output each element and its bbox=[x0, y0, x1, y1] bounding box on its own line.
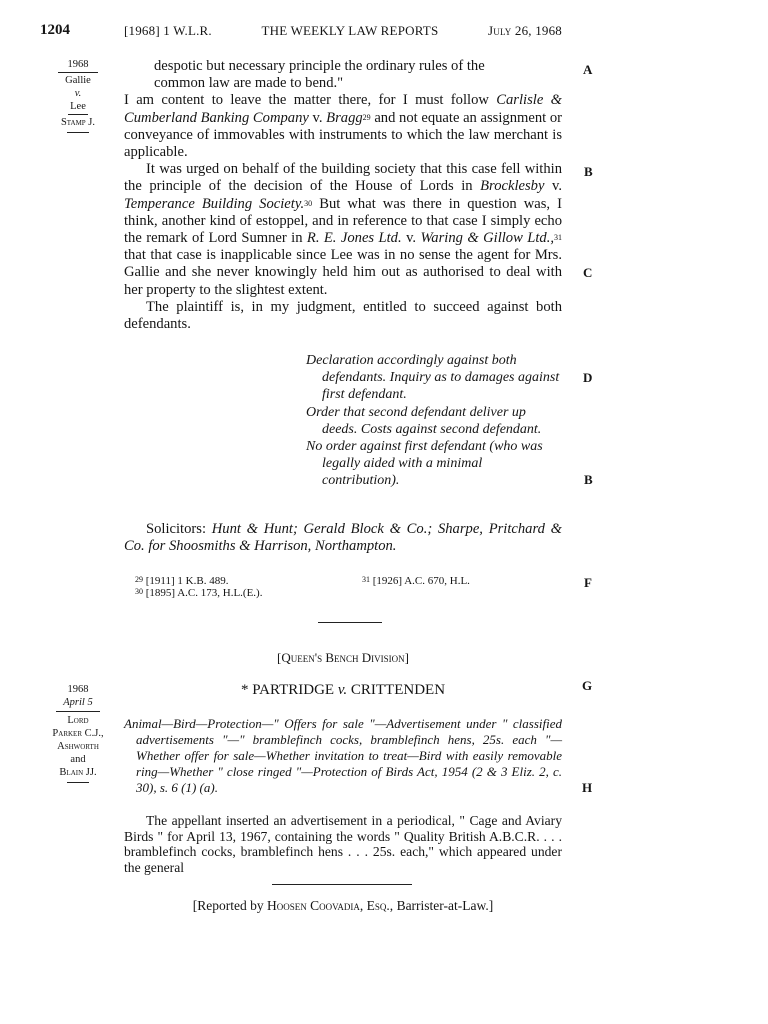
margin-letter-b: B bbox=[584, 164, 593, 179]
para2-text: But what was there in question was, I think, another kind of estoppel, and in reference to that case I simply echo the remark of Lord Sumner in bbox=[124, 195, 562, 247]
paragraph-3: The plaintiff is, in my judgment, entitled to succeed against both defendants. bbox=[124, 298, 562, 333]
case-v: v. bbox=[406, 230, 417, 247]
facts-paragraph bbox=[124, 813, 562, 875]
case-name: Bragg bbox=[326, 109, 363, 126]
footnote-num: 29 bbox=[135, 575, 143, 584]
margin-party1: Gallie bbox=[65, 75, 91, 86]
margin-and: and bbox=[70, 754, 86, 765]
order-item: Declaration accordingly against both defendants. Inquiry as to damages against first defendant. bbox=[306, 353, 560, 403]
headnote bbox=[124, 716, 562, 796]
margin-v: v. bbox=[74, 88, 82, 99]
case-v: v. bbox=[312, 109, 323, 126]
para2-text: that that case is inapplicable since Lee was in no sense the agent for Mrs. Gallie and she never knowingly held him out as authorised to deal with her property to the slightest extent. bbox=[124, 247, 562, 298]
solicitors bbox=[124, 521, 562, 555]
footnote-num: 31 bbox=[362, 575, 370, 584]
section-divider bbox=[318, 622, 382, 623]
margin-rule bbox=[67, 132, 89, 133]
margin-judge: Lord bbox=[67, 715, 89, 726]
reporter-pre: [Reported by bbox=[192, 898, 264, 913]
case-name: R. E. Jones Ltd. bbox=[306, 230, 402, 247]
margin-rule bbox=[58, 72, 98, 73]
division-heading: [Queen's Bench Division] bbox=[277, 650, 409, 665]
reporter-post: Barrister-at-Law.] bbox=[396, 898, 494, 913]
page-number: 1204 bbox=[40, 22, 70, 38]
case-title-party1: * PARTRIDGE bbox=[240, 682, 335, 698]
footnotes-left bbox=[135, 575, 335, 599]
case-name: Waring & Gillow Ltd., bbox=[420, 230, 555, 247]
margin-judge: Stamp J. bbox=[60, 117, 96, 128]
margin-note-case bbox=[44, 58, 112, 136]
case-v: v. bbox=[551, 178, 562, 195]
header-title: THE WEEKLY LAW REPORTS bbox=[261, 23, 439, 38]
footnote-num: 30 bbox=[135, 587, 143, 596]
solicitors-label: Solicitors: bbox=[146, 521, 206, 537]
quote-line-1: despotic but necessary principle the ordinary rules of the bbox=[154, 58, 485, 74]
margin-year: 1968 bbox=[67, 59, 89, 70]
margin-date: April 5 bbox=[63, 697, 93, 708]
footnote-30: [1895] A.C. 173, H.L.(E.). bbox=[145, 587, 263, 599]
para1-text: and not equate an assignment or conveyance of immovables with instruments to which the law merchant is applicable. bbox=[124, 109, 562, 161]
margin-rule bbox=[67, 782, 89, 783]
footnote-29: [1911] 1 K.B. 489. bbox=[145, 575, 229, 587]
margin-letter-a: A bbox=[583, 62, 593, 77]
reporter-line bbox=[124, 898, 562, 914]
paragraph-1 bbox=[124, 92, 562, 161]
margin-note-court bbox=[40, 683, 116, 786]
margin-rule bbox=[68, 114, 88, 115]
footnote-ref-31: 31 bbox=[554, 233, 563, 243]
paragraph-2 bbox=[124, 161, 562, 299]
order-item: No order against first defendant (who was legally aided with a minimal contribution). bbox=[306, 439, 543, 489]
margin-letter-c: C bbox=[583, 265, 593, 280]
case-name: Temperance Building Society. bbox=[124, 195, 305, 212]
margin-judge: Ashworth bbox=[57, 741, 99, 752]
para2-text: It was urged on behalf of the building society that this case fell within the principle of the decision of the House of Lords in bbox=[124, 161, 562, 195]
margin-judge: Parker C.J., bbox=[52, 728, 104, 739]
margin-year: 1968 bbox=[67, 684, 89, 695]
reporter-name: Hoosen Coovadia, Esq., bbox=[266, 898, 394, 913]
margin-letter-f: F bbox=[584, 575, 592, 590]
margin-party2: Lee bbox=[70, 101, 86, 112]
para1-text: I am content to leave the matter there, for I must follow bbox=[124, 92, 489, 109]
case-name: Brocklesby bbox=[480, 178, 545, 195]
running-header bbox=[124, 23, 562, 39]
case-title-v: v. bbox=[337, 682, 348, 698]
footnote-31: [1926] A.C. 670, H.L. bbox=[372, 575, 470, 587]
margin-letter-g: G bbox=[582, 678, 593, 693]
header-date: July 26, 1968 bbox=[487, 23, 562, 38]
quote-end bbox=[124, 58, 562, 92]
solicitors-text: Hunt & Hunt; Gerald Block & Co.; Sharpe, Pritchard & Co. for Shoosmiths & Harrison, Northampton. bbox=[124, 521, 562, 555]
margin-letter-h: H bbox=[582, 780, 593, 795]
margin-letter-e: B bbox=[584, 472, 593, 487]
judgment-text bbox=[124, 58, 562, 333]
margin-rule bbox=[56, 711, 100, 712]
headnote-text: Animal—Bird—Protection—" Offers for sale "—Advertisement under " classified advertisements "—" bramblefinch cocks, bramblefinch hens, 25s. each "—Whether offer for sale—Whether invitation to treat—Bird with easily removable ring—Whether " close ringed "—Protection of Birds Act, 1954 (2 & 3 Eliz. 2, c. 30), s. 6 (1) (a). bbox=[124, 716, 562, 795]
case-name: Carlisle & Cumberland Banking Company bbox=[124, 92, 562, 126]
footer-divider bbox=[272, 884, 412, 885]
order-block bbox=[306, 352, 562, 490]
case-title bbox=[124, 682, 562, 699]
footnotes-right bbox=[362, 575, 562, 587]
header-citation: [1968] 1 W.L.R. bbox=[124, 23, 212, 38]
facts-text: The appellant inserted an advertisement in a periodical, " Cage and Aviary Birds " for April 13, 1967, containing the words " Quality British A.B.C.R. . . . bramblefinch cocks, bramblefinch hens . . . 25s. each," which appeared under the general bbox=[124, 813, 562, 875]
footnote-ref-30: 30 bbox=[304, 198, 313, 208]
margin-letter-d: D bbox=[583, 370, 593, 385]
case-title-party2: CRITTENDEN bbox=[350, 682, 446, 698]
order-item: Order that second defendant deliver up deeds. Costs against second defendant. bbox=[306, 404, 542, 437]
quote-line-2: common law are made to bend." bbox=[154, 75, 344, 92]
footnote-ref-29: 29 bbox=[362, 112, 371, 122]
margin-judge: Blain JJ. bbox=[59, 767, 97, 778]
